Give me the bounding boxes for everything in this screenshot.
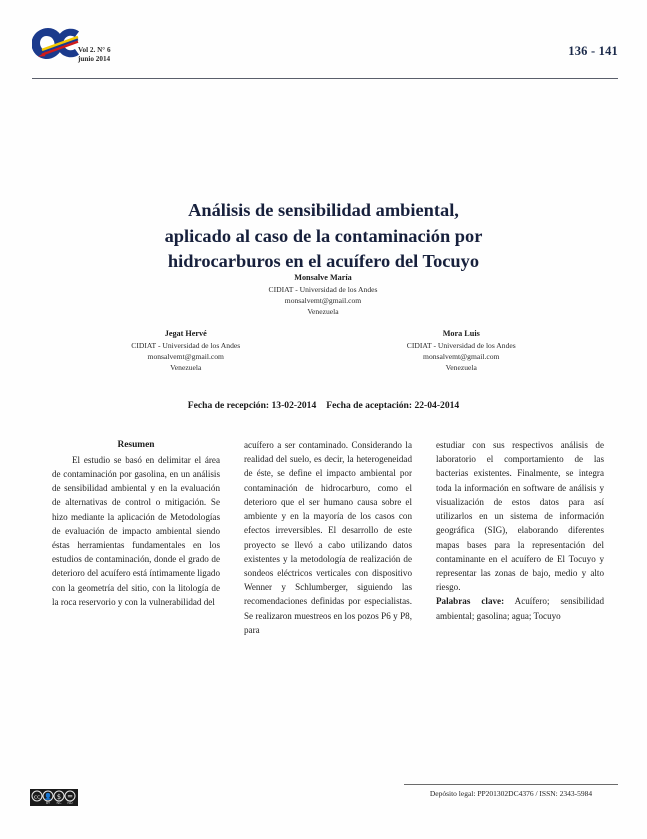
page-range: 136 - 141 (568, 44, 618, 58)
author-email[interactable]: monsalvemt@gmail.com (147, 351, 224, 361)
svg-text:=: = (67, 792, 73, 801)
issue-volume: Vol 2. N° 6 (78, 46, 111, 54)
acceptance-date: Fecha de aceptación: 22-04-2014 (326, 400, 460, 411)
author-country: Venezuela (170, 363, 202, 373)
author-block-mora (324, 328, 647, 373)
issue-date: junio 2014 (78, 55, 111, 64)
author-email[interactable]: monsalvemt@gmail.com (284, 295, 362, 305)
abstract-column-3 (436, 438, 604, 637)
cc-by-nc-nd-icon[interactable] (30, 789, 78, 806)
title-line-2: aplicado al caso de la contaminación por (164, 225, 483, 246)
author-affiliation: CIDIAT - Universidad de los Andes (131, 340, 241, 350)
abstract-text-1: El estudio se basó en delimitar el área de contaminación por gasolina, en un análisis de sensibilidad ambiental y en la evaluación de alternativas de control o mitigación. Se hizo mediante la aplicación de Metodologías de evaluación de impacto ambiental siendo éstas herramientas fundamentales en los estudios de contaminación, donde el grado de deterioro del acuífero está íntimamente ligado con la geometría del sitio, con la litología de la roca reservorio y con la vulnerabilidad del (52, 454, 220, 607)
author-name: Monsalve María (294, 273, 352, 282)
author-block-primary (173, 272, 473, 317)
author-block-secondary (0, 328, 647, 373)
author-affiliation: CIDIAT - Universidad de los Andes (406, 340, 516, 350)
author-email[interactable]: monsalvemt@gmail.com (423, 351, 500, 361)
abstract-text-3: estudiar con sus respectivos análisis de laboratorio el comportamiento de las bacterias existentes. Finalmente, se integra toda la información en software de análisis y visualización de estos datos para así utilizarlos en un sistema de información geográfica (SIG), elaborando diferentes mapas bases para la representación del contaminante en el acuífero de El Tocuyo y representar las zonas de bajo, medio y alto riesgo. (436, 440, 604, 593)
author-block-jegat (0, 328, 324, 373)
author-country: Venezuela (445, 363, 477, 373)
svg-text:$: $ (56, 792, 62, 801)
author-country: Venezuela (307, 307, 339, 317)
abstract-text-2: acuífero a ser contaminado. Considerando la realidad del suelo, es decir, la heterogeneidad de éste, se define el impacto ambiental por contaminación de hidrocarburo, como el deterioro que el ser humano causa sobre el ambiente y en la mayoría de los casos con efectos irreversibles. El desarrollo de este proyecto se llevó a cabo utilizando datos existentes y la metodología de realización de sondeos eléctricos verticales con dispositivo Wenner y Schlumberger, siguiendo las recomendaciones definidas por especialistas. Se realizaron muestreos en los pozos P6 y P8, para (244, 440, 412, 635)
footer-divider (404, 784, 618, 785)
reception-date: Fecha de recepción: 13-02-2014 (187, 400, 317, 411)
abstract-heading: Resumen (117, 440, 155, 450)
issue-info (78, 46, 111, 64)
publication-dates (0, 400, 647, 411)
title-line-3: hidrocarburos en el acuífero del Tocuyo (167, 251, 480, 272)
abstract-section (52, 438, 604, 637)
keywords (436, 594, 604, 622)
abstract-column-2 (244, 438, 412, 637)
deposito-legal: Depósito legal: PP201302DC4376 / ISSN: 2343-5984 (429, 789, 593, 798)
author-name: Mora Luis (442, 329, 480, 338)
author-name: Jegat Hervé (164, 329, 207, 338)
author-affiliation: CIDIAT - Universidad de los Andes (268, 284, 378, 294)
page-title (86, 198, 561, 274)
svg-text:BY: BY (45, 801, 51, 805)
svg-text:👤: 👤 (44, 792, 52, 801)
svg-text:cc: cc (33, 794, 41, 801)
title-line-1: Análisis de sensibilidad ambiental, (188, 200, 459, 221)
abstract-column-1 (52, 438, 220, 637)
svg-text:NC: NC (56, 801, 62, 805)
keywords-value: Acuífero; sensibilidad ambiental; gasolina; agua; Tocuyo (436, 596, 604, 621)
header-divider (32, 78, 618, 79)
masthead (32, 24, 618, 80)
keywords-label: Palabras clave: (436, 596, 505, 607)
svg-text:ND: ND (67, 801, 73, 805)
